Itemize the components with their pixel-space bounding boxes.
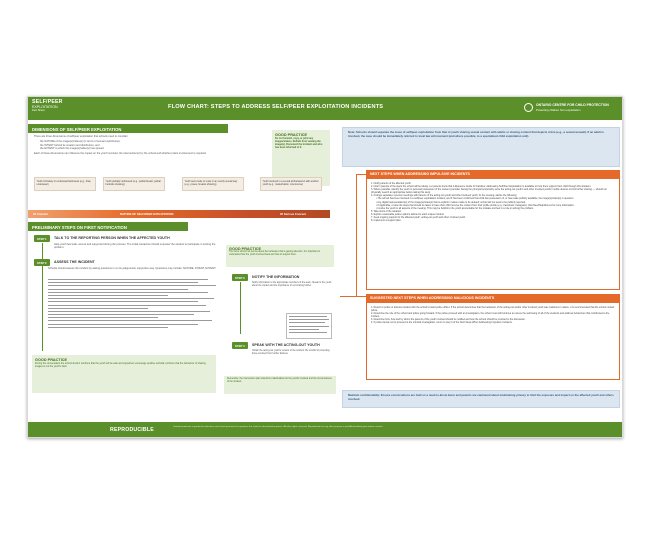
impulsive-heading: NEXT STEPS WHEN ADDRESSING IMPULSIVE INCIDENTS [366,170,620,178]
dimensions-heading: DIMENSIONS OF SELF/PEER EXPLOITATION [28,124,228,133]
good-practice-bottom-title: GOOD PRACTICE [35,358,68,362]
connector-orange-branch [340,296,366,297]
step3-title: NOTIFY THE INFORMATION [252,275,300,279]
malicious-list [366,302,620,380]
flow-chart-poster [27,96,623,438]
dimensions-outro: Each of these dimensions can influence the impact on the youth involved, the intervention(s) by the school and whether police involvement is required. [34,152,207,156]
logo-line2: EXPLOITATION [32,105,58,109]
impulsive-list [366,178,620,290]
list-item: • Any digital representation(s) of the image(s)/video(s) that is explicit in nature made to be deleted; school will not seek to be publicly reported. [376,200,526,204]
logo-line1: SELF/PEER [32,99,63,105]
list-item: 1. Report to police or discuss incident with the school's board police officer. If the school determines that the behaviour of the acting-out and/or other involved youth was malicious in nature, it is recommended that the school contact police. [371,306,615,313]
org-name: ONTARIO CENTRE FOR CHILD PROTECTION [536,103,609,107]
dimensions-bullet: the EXTENT to which the image(s)/video(s) has spread. [40,146,105,150]
good-practice-mid-title: GOOD PRACTICE [229,247,262,251]
good-practice-bottom-text: During the conversation the school should: reinforce that the youth will be safe and supported; encourage positive self-talk; reinforce that the behaviour of sharing images is not the youth's fault. [35,362,206,369]
dimensions-intro: There are three dimensions of self/peer exploitation that schools need to consider: [34,135,129,138]
list-item: 5. Take stock of the situation. [371,209,402,213]
step1-title: TALK TO THE REPORTING PERSON WHEN THE AFFECTED YOUTH [54,236,170,240]
step4-tag: STEP 4 [232,342,248,349]
list-item: 2. Inform parents of the steps the school will be taking. Let parents know that A Resource Guide for Families: Addressing Self/Peer Exploitation is available to help them support their child through this situation. [371,185,592,189]
org-seal-icon [524,103,533,112]
preliminary-heading: PRELIMINARY STEPS ON FIRST NOTIFICATION [28,222,188,231]
list-item: 6. Explore reasonable justice options tailored to each unique incident. [371,212,445,216]
good-practice-bottom [32,355,216,393]
good-practice-mid [226,245,334,267]
step2-title: ASSESS THE INCIDENT [54,260,95,264]
dimensions-text [34,135,266,155]
confidentiality-box [342,390,620,408]
nature-box: Youth involved in a sexual act/behaviour with another youth (e.g., masturbation, intercourse) [260,177,322,191]
confidentiality-text: Maintain confidentiality: Ensure conversations are held on a need-to-know basis and parents are cautioned about maintaining privacy to limit the exposure and impact on the affected youth and others involved. [348,393,614,401]
remember-text: Remember: the intervention plan should be individualized to the youths involved and the circumstances of the incident. [227,378,332,383]
step2-question-lines [48,279,220,330]
scale-mid-label: NATURE OF SELF/PEER EXPLOITATION [120,212,174,216]
flow-line-right [240,282,241,334]
list-item: 4. If police decide not to proceed to the criminal investigation, return to step 4 of the Next Steps When Addressing Impulsive Incidents. [371,321,513,325]
step1-text: Help youth feel safe, secure and supported during the process. The initial interaction should empower the student to participate in solving the problem. [54,243,216,250]
list-item: 7. Seek ongoing support for the affected youth, acting-out youth and other involved youth. [371,216,466,220]
footer-fine-print: Limited permission is granted to educators and school personnel to reproduce this chart for educational purposes. All other rights reserved. Reproduction for any other purpose is prohibited without prior written consent. [173,426,384,428]
nature-box: Youth semi-nude or nude in an overtly sexual way (e.g., poses, breasts showing) [182,177,244,191]
list-item: • The school has been involved in a self/peer exploitation incident, and it has been confirmed that child has possession of, or has made publicly available, the image(s)/video(s) in question. [376,197,575,201]
list-item: • If applicable, review the steps that should be taken to have their child remove the content from their profile profile (e.g., Facebook, Instagram). Visit NeedHelpNow.ca for more information. [376,203,575,207]
org-tagline: Protecting children from exploitation [536,108,581,112]
dimensions-bullet: the INTENT behind its creation and distribution, and [40,143,100,147]
reproducible-label: REPRODUCIBLE [110,427,154,433]
poster-header [28,97,623,120]
nature-boxes [34,177,324,191]
list-item: 3. Where possible, identify the youth in personal possession of the content (consider having the principal temporarily seize the acting-out youth's and other involved youths' mobile devices to limit further sharing — should not physically search an appropriate before taking this step). [371,188,607,195]
step1-tag: STEP 1 [34,235,50,242]
list-item: 8. Implement a support plan. [371,219,402,223]
list-item: 4. Arrange separate in-person meetings with parents of the acting-out youth and other involved youth. At the meeting, advise the following: [371,194,518,198]
step4-title: SPEAK WITH THE ACTING-OUT YOUTH [252,343,320,347]
list-item: • Involve the youth in all aspects of the meeting. This may be helpful to the youth accountable for the mistake and feel in a role in solving the problem. [376,206,534,210]
list-item: 3. Determine how, how and by whom the parents of the youth involved should be notified and how the school should be involved in the discussion. [371,318,526,322]
scale-left-label: Of Concern [33,212,49,216]
note-box [342,127,620,167]
step2-tag: STEP 2 [34,259,50,266]
good-practice-text: Do not forward, copy, or print any images/videos. Refrain from viewing the image(s). Document the incident and who has been informed of it. [275,137,323,149]
list-item: 2. Determine the role of the school and police going forward. If the police proceed with an investigation, the school must still continue to ensure the well-being of all of the students and address behaviours that contributed to the incident. [371,312,610,319]
step2-text: Schools should assess the incident by asking questions in a non-judgmental, supportive way. Questions may include: NATURE, INTENT, EXTENT. [48,267,217,270]
connector-orange [356,174,366,296]
poster-title: FLOW CHART: STEPS TO ADDRESS SELF/PEER EXPLOITATION INCIDENTS [168,104,384,110]
logo [32,99,72,118]
step4-text: Obtain the acting-out youth's version of the incident. Be mindful of protecting those involved from further distress. [252,350,330,355]
step3-text: Notify information to the appropriate members of the team. Speak to the youth about the impact and the importance of not sharing further. [252,282,332,287]
malicious-heading: SUGGESTED NEXT STEPS WHEN ADDRESSING MALICIOUS INCIDENTS [366,294,620,302]
good-practice-title: GOOD PRACTICE [275,133,308,137]
remember-box [224,376,336,394]
scale-right-label: Of Serious Concern [280,212,307,216]
step3-callout [286,313,332,339]
logo-line3: Fact Sheet [32,109,45,112]
list-item: 1. Notify parents of the affected youth. [371,182,412,185]
note-text: Note: Schools should separate the issue of self/peer exploitation from that of youth sharing sexual content with adults or sharing content that depicts crime (e.g., a sexual assault). If an adult is involved, the case should be immediately referred to local law enforcement (and where possible, to a specialized child exploitation unit). [348,130,604,138]
step3-tag: STEP 3 [232,274,248,281]
poster-footer [28,422,623,438]
dimensions-bullet: the NATURE of the image(s)/video(s) (in terms of sexual explicitness), [40,140,121,144]
nature-scale-bar [28,210,330,218]
nature-box: Youth partially undressed (e.g., partial breast, partial buttocks showing) [103,177,165,191]
good-practice-mid-text: The focus should not just be about the behaviour that is getting attention. It is important to understand how the youth involved feels and how to support them. [229,251,321,256]
nature-box: Youth intimately in underwear/swimwear (e.g., bras, underwear) [34,177,96,191]
